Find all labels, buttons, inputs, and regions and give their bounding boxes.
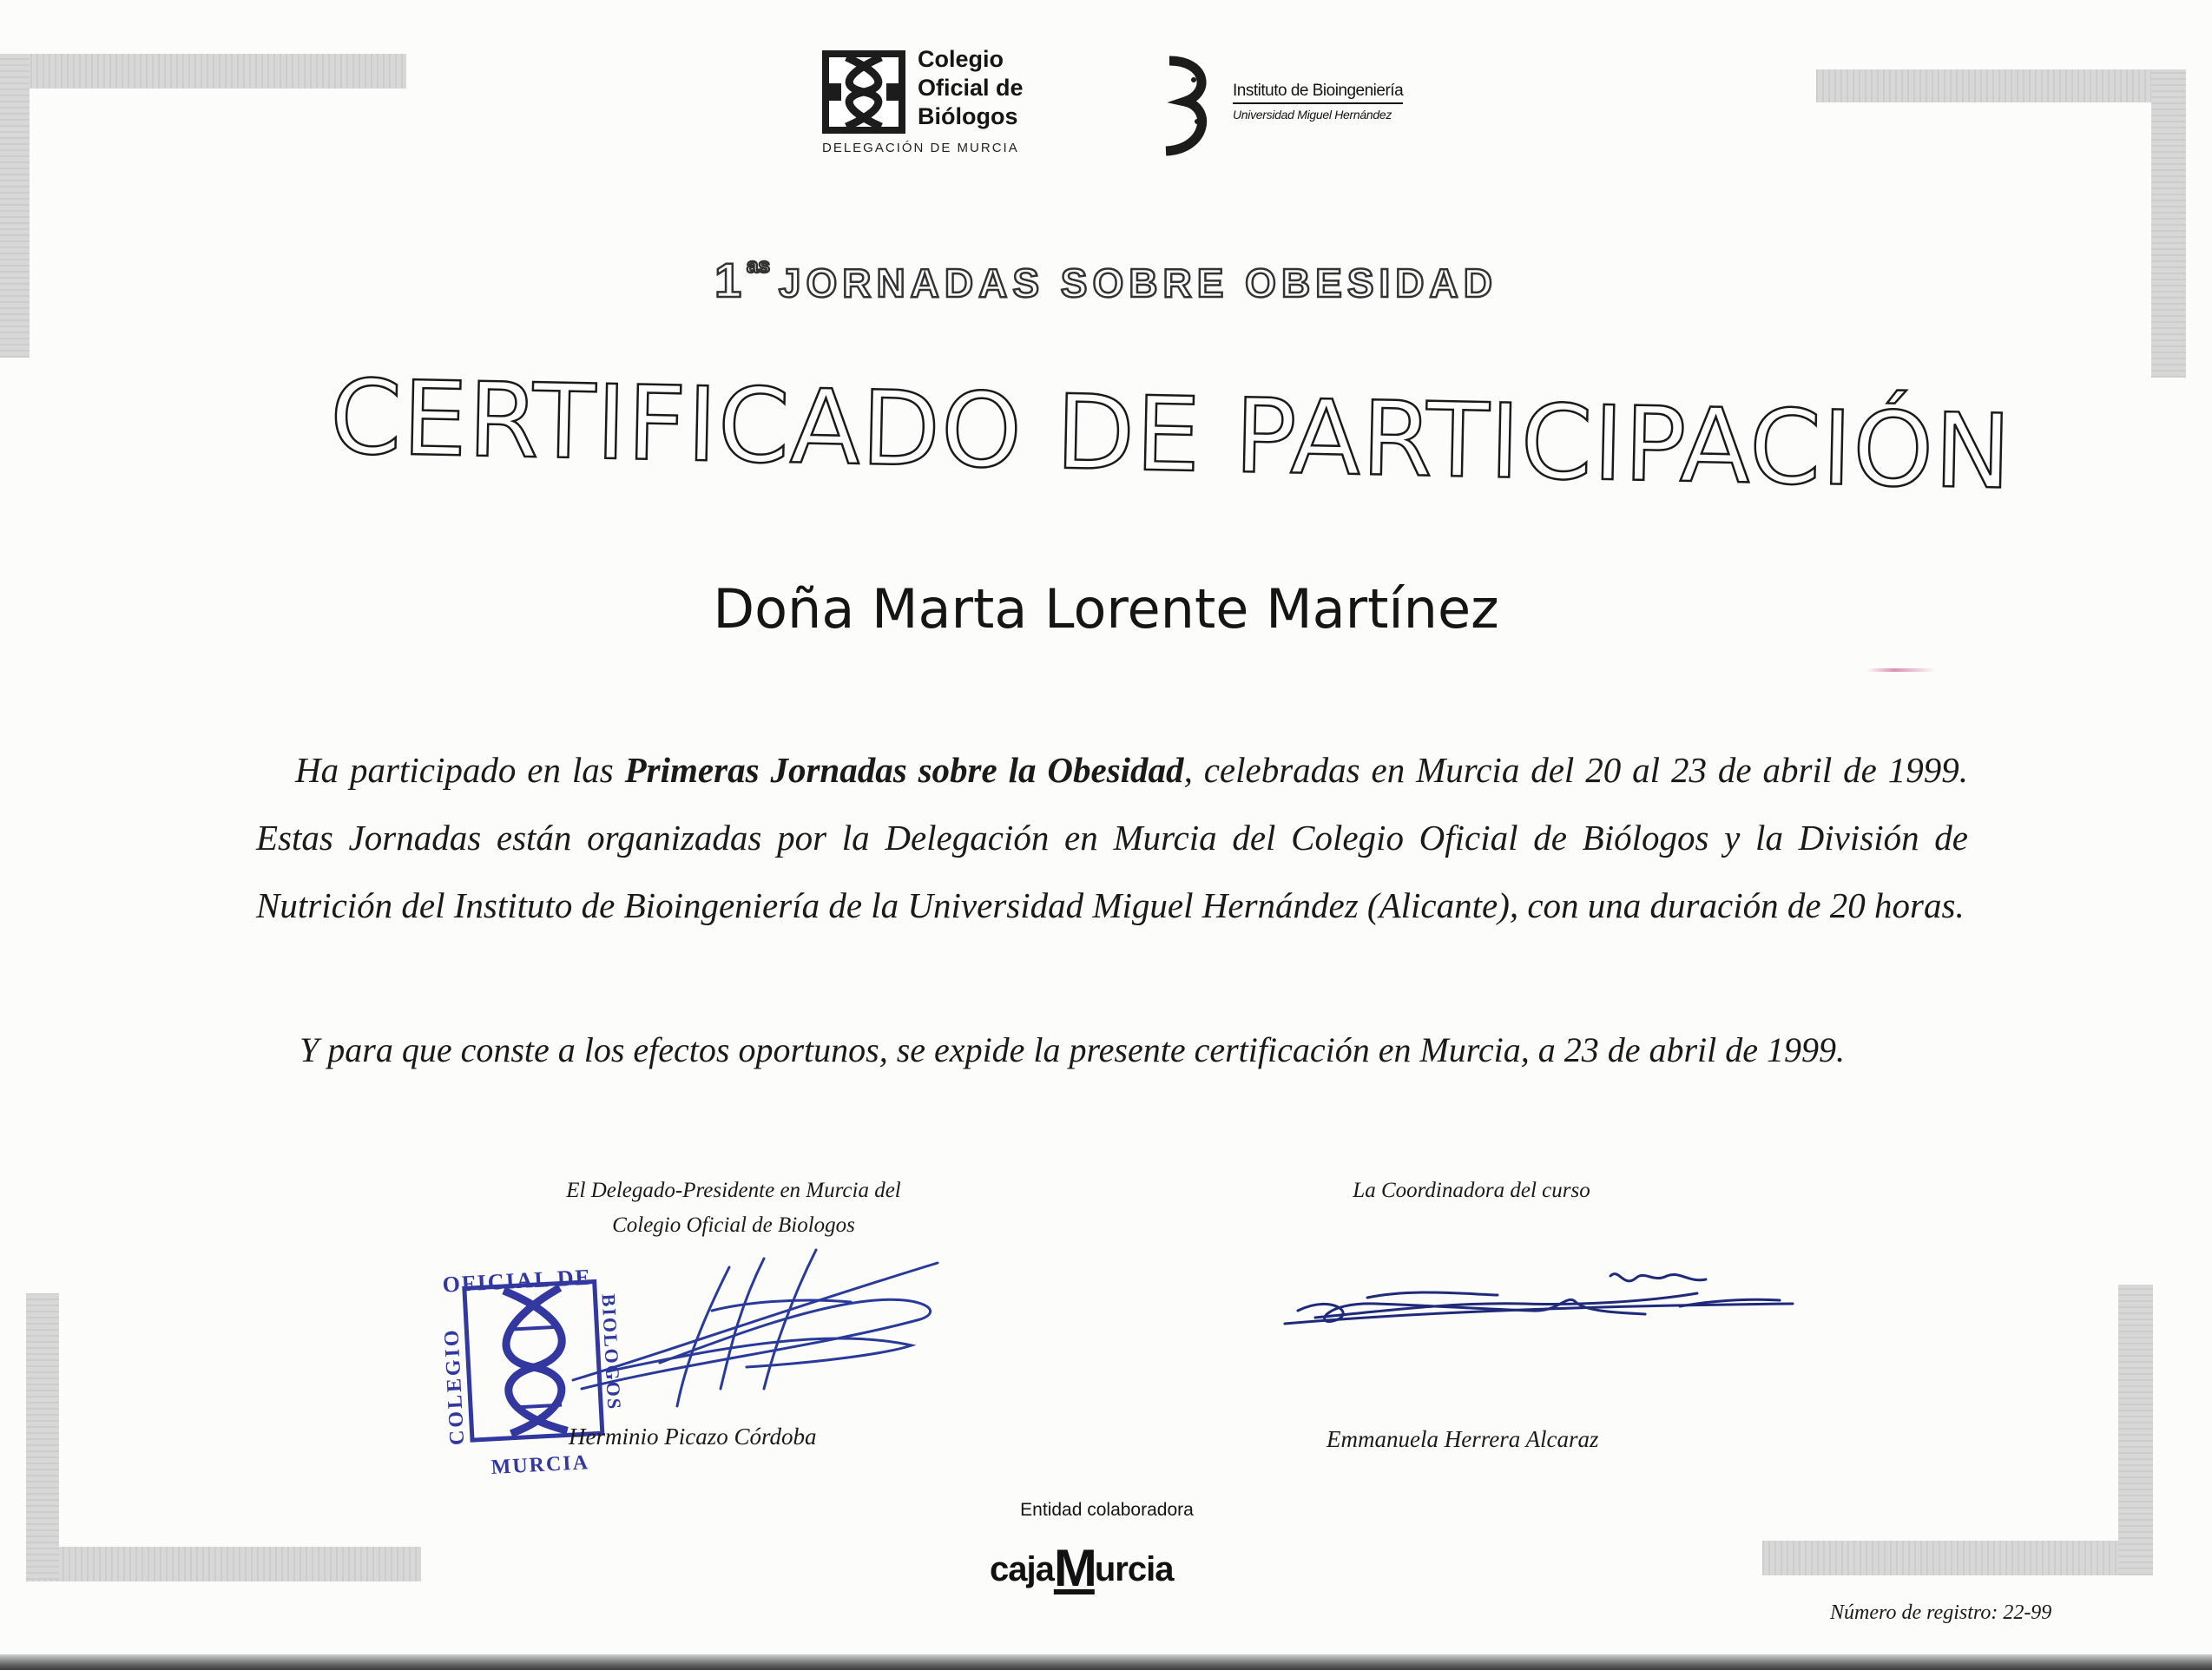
body-event-name: Primeras Jornadas sobre la Obesidad: [624, 750, 1184, 790]
instituto-logo: [1159, 54, 1419, 162]
border-bottom-left: [26, 1547, 421, 1581]
certificate-closing: Y para que conste a los efectos oportunos, se expide la presente certificación en Murcia, a 23 de abril de 1999.: [300, 1030, 1846, 1069]
cajamurcia-m: M: [1053, 1539, 1095, 1597]
left-signature: [556, 1215, 955, 1432]
bioingenieria-logo-icon: [1159, 54, 1220, 158]
border-bottom-right: [1762, 1541, 2151, 1575]
colegio-name: Colegio Oficial de Biólogos: [918, 46, 1024, 129]
body-intro: Ha participado en las: [295, 750, 625, 790]
jornadas-number: 1: [714, 253, 747, 307]
jornadas-heading: [0, 252, 2212, 308]
ink-mark: [1866, 668, 1936, 672]
stamp-right-text: BIOLOGOS: [597, 1292, 626, 1411]
border-right-top: [2151, 69, 2186, 378]
right-signature: [1280, 1241, 1801, 1337]
university-name: Universidad Miguel Hernández: [1233, 108, 1392, 122]
border-right-bottom: [2118, 1285, 2153, 1575]
cajamurcia-wordmark: [990, 1539, 1174, 1597]
jornadas-superscript: as: [747, 254, 770, 278]
right-signatory-title: La Coordinadora del curso: [1353, 1179, 1590, 1202]
border-left-top: [0, 54, 30, 358]
cajamurcia-caja: caja: [990, 1550, 1054, 1588]
stamp-bottom-text: MURCIA: [490, 1451, 590, 1479]
stamp-top-text: OFICIAL DE: [441, 1264, 593, 1298]
left-signatory-title-line1: El Delegado-Presidente en Murcia del: [566, 1179, 901, 1202]
registration-number: Número de registro: 22-99: [1830, 1601, 2052, 1624]
sponsor-label: Entidad colaboradora: [1020, 1500, 1194, 1520]
jornadas-text: JORNADAS SOBRE OBESIDAD: [778, 260, 1498, 306]
instituto-name: Instituto de Bioingeniería: [1233, 82, 1403, 104]
certificate-body: [256, 736, 1968, 939]
border-left-bottom: [26, 1293, 59, 1580]
dna-logo-icon: [820, 49, 907, 135]
cajamurcia-logo: [990, 1538, 1207, 1599]
left-signatory-name: Herminio Picazo Córdoba: [569, 1423, 817, 1450]
recipient-name: Doña Marta Lorente Martínez: [713, 577, 1499, 641]
colegio-delegation: DELEGACIÓN DE MURCIA: [822, 141, 1019, 155]
border-top-right: [1816, 69, 2172, 102]
body-details: , celebradas en Murcia del 20 al 23 de abril de 1999. Estas Jornadas están organizadas por la Delegación en Murcia del Colegio Oficial de Biólogos y la División de Nutrición del Instituto de Bioingeniería de la Universidad Miguel Hernández (Alicante), con una duración de 20 horas.: [256, 750, 1968, 925]
stamp-left-text: COLEGIO: [440, 1326, 470, 1446]
certificate-title: CERTIFICADO DE PARTICIPACIÓN: [328, 357, 2013, 512]
cajamurcia-urcia: urcia: [1094, 1550, 1174, 1588]
right-signatory-name: Emmanuela Herrera Alcaraz: [1327, 1426, 1599, 1452]
border-top-left: [0, 54, 406, 89]
left-signatory-title-line2: Colegio Oficial de Biologos: [612, 1213, 855, 1237]
colegio-logo: [820, 45, 1046, 162]
page-bottom-edge: [0, 1654, 2212, 1670]
